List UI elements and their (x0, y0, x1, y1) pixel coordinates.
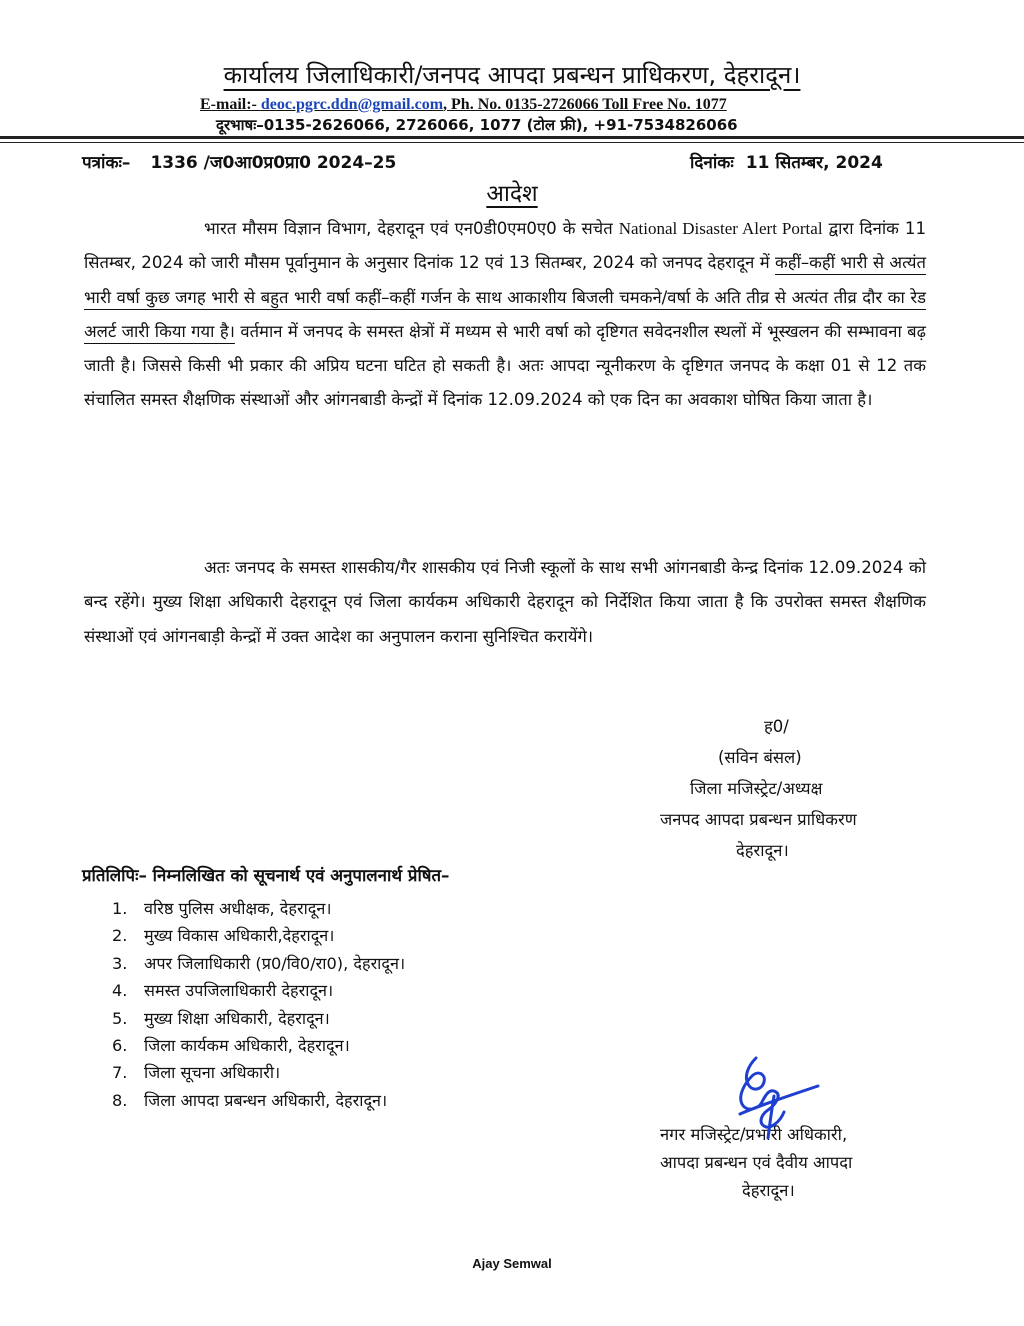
signatory-authority: जनपद आपदा प्रबन्धन प्राधिकरण (660, 810, 857, 829)
alert-portal-name: National Disaster Alert Portal (618, 219, 823, 238)
signatory-designation: जिला मजिस्ट्रेट/अध्यक्ष (690, 779, 823, 798)
list-item-text: जिला आपदा प्रबन्धन अधिकारी, देहरादून। (144, 1090, 388, 1110)
reference-label: पत्रांकः– (82, 153, 131, 173)
signed-mark: ह0/ (764, 717, 789, 736)
list-item (112, 1061, 405, 1088)
list-item-number: 1. (112, 899, 128, 918)
date-value: 11 सितम्बर, 2024 (745, 153, 883, 173)
list-item-number: 7. (112, 1063, 128, 1083)
reference-value: 1336 /ज0आ0प्र0प्रा0 2024–25 (150, 153, 397, 173)
list-item-number: 5. (112, 1008, 128, 1028)
copy-to-list (112, 897, 405, 1116)
list-item (112, 979, 405, 1006)
list-item-text: अपर जिलाधिकारी (प्र0/वि0/रा0), देहरादून। (144, 953, 406, 973)
phone-line: दूरभाषः–0135-2626066, 2726066, 1077 (टोल फ्री), +91-7534826066 (216, 116, 738, 134)
signatory-place: देहरादून। (736, 841, 789, 860)
list-item-number: 6. (112, 1035, 128, 1055)
list-item-text: जिला कार्यकम अधिकारी, देहरादून। (144, 1035, 350, 1055)
paragraph1-part1: भारत मौसम विज्ञान विभाग, देहरादून एवं एन0डी0एम0ए0 के सचेत (204, 219, 619, 238)
contact-line (200, 96, 727, 114)
paragraph1-part3: वर्तमान में जनपद के समस्त क्षेत्रों में मध्यम से भारी वर्षा को दृष्टिगत सवेदनशील स्थलों में भूस्खलन की सम्भावना बढ़ जाती है। जिससे किसी भी प्रकार की अप्रिय घटना घटित हो सकती है। अतः आपदा न्यूनीकरण के दृष्टिगत जनपद के कक्षा 01 से 12 तक संचालित समस्त शैक्षणिक संस्थाओं और आंगनबाडी केन्द्रों में दिनांक 12.09.2024 को एक दिन का अवकाश घोषित किया जाता है। (84, 321, 926, 410)
order-date (690, 150, 883, 173)
officer-department: आपदा प्रबन्धन एवं दैवीय आपदा (660, 1153, 853, 1172)
list-item-number: 4. (112, 981, 128, 1001)
paragraph1-part2: द्वारा दिनांक 11 सितम्बर, 2024 को जारी मौसम पूर्वानुमान के अनुसार दिनांक 12 एवं 13 सितम्बर, 2024 को जनपद देहरादून में (84, 219, 927, 273)
list-item-text: मुख्य विकास अधिकारी,देहरादून। (144, 926, 335, 946)
officer-place: देहरादून। (742, 1181, 795, 1200)
list-item-text: वरिष्ठ पुलिस अधीक्षक, देहरादून। (144, 899, 332, 918)
list-item (112, 952, 405, 979)
phone-tollfree: , Ph. No. 0135-2726066 Toll Free No. 1077 (443, 96, 727, 113)
reference-number (82, 150, 396, 173)
list-item-number: 8. (112, 1090, 128, 1110)
list-item (112, 897, 405, 924)
signatory-name: (सविन बंसल) (718, 748, 802, 767)
header-divider-thin (0, 142, 1024, 143)
handwritten-signature-icon (718, 1052, 826, 1142)
order-heading: आदेश (486, 181, 538, 207)
email-link[interactable]: deoc.pgrc.ddn@gmail.com (260, 96, 444, 113)
red-alert-text: कहीं–कहीं भारी से अत्यंत भारी वर्षा कुछ जगह भारी से बहुत भारी वर्षा कहीं–कहीं गर्जन के साथ आकाशीय बिजली चमकने/वर्षा के अति तीव्र से अत्यंत तीव्र दौर का रेड अलर्ट जारी किया गया है। (84, 253, 926, 341)
order-paragraph-1 (84, 212, 926, 418)
list-item (112, 1034, 405, 1061)
copy-to-heading: प्रतिलिपिः– निम्नलिखित को सूचनार्थ एवं अनुपालनार्थ प्रेषित– (82, 865, 450, 885)
office-title: कार्यालय जिलाधिकारी/जनपद आपदा प्रबन्धन प्राधिकरण, देहरादून। (223, 61, 801, 89)
list-item (112, 1007, 405, 1034)
list-item-number: 2. (112, 926, 128, 946)
list-item (112, 1089, 405, 1116)
header-divider-thick (0, 136, 1024, 139)
email-label: E-mail:- (200, 96, 261, 113)
list-item (112, 924, 405, 951)
order-paragraph-2: अतः जनपद के समस्त शासकीय/गैर शासकीय एवं निजी स्कूलों के साथ सभी आंगनबाडी केन्द्र दिनांक 12.09.2024 को बन्द रहेंगे। मुख्य शिक्षा अधिकारी देहरादून एवं जिला कार्यकम अधिकारी देहरादून को निर्देशित किया जाता है कि उपरोक्त समस्त शैक्षणिक संस्थाओं एवं आंगनबाड़ी केन्द्रों में उक्त आदेश का अनुपालन कराना सुनिश्चित करायेंगे। (84, 558, 926, 646)
date-label: दिनांकः (690, 153, 734, 173)
officer-designation: नगर मजिस्ट्रेट/प्रभारी अधिकारी, (660, 1125, 848, 1144)
list-item-text: मुख्य शिक्षा अधिकारी, देहरादून। (144, 1008, 330, 1028)
footer-name: Ajay Semwal (472, 1256, 552, 1271)
list-item-number: 3. (112, 953, 128, 973)
list-item-text: जिला सूचना अधिकारी। (144, 1063, 281, 1083)
list-item-text: समस्त उपजिलाधिकारी देहरादून। (144, 981, 334, 1001)
